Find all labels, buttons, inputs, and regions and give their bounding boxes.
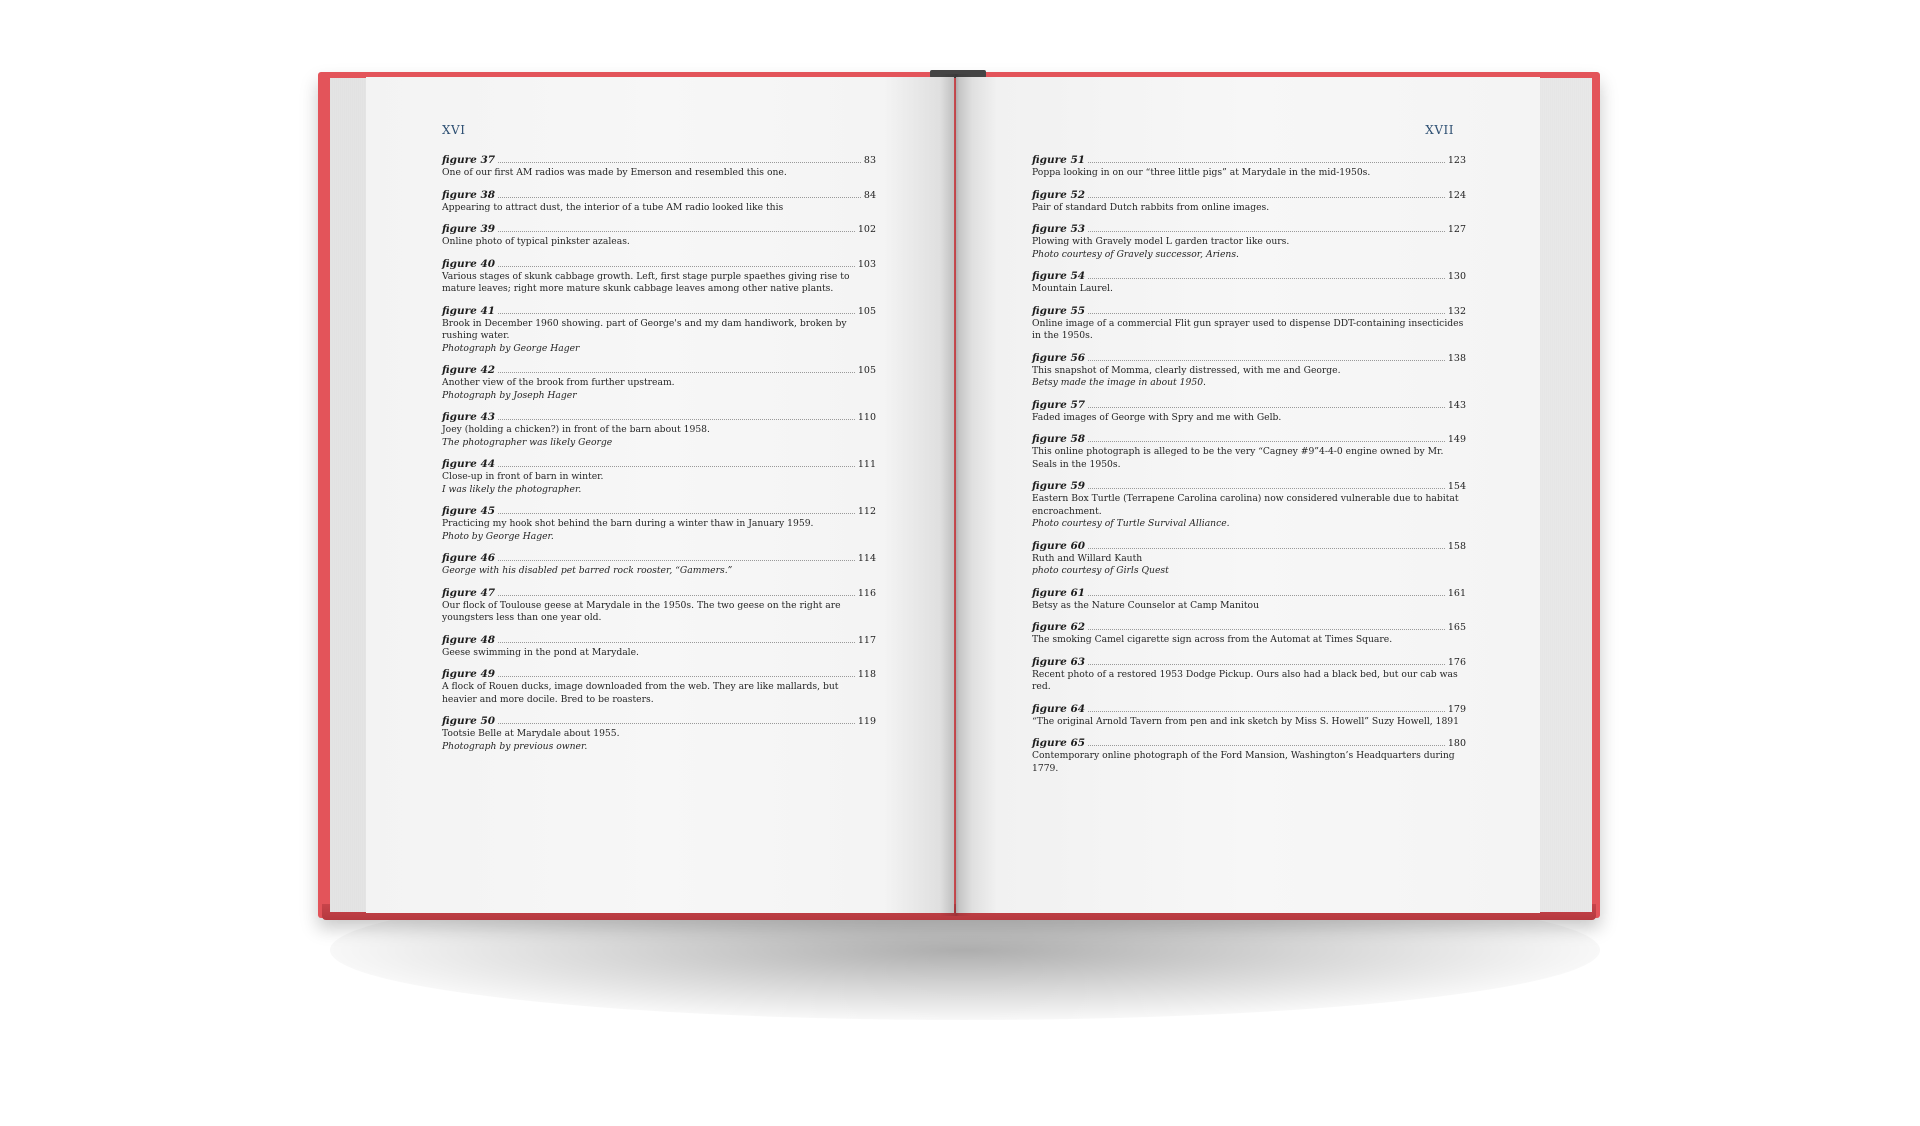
figure-entry-head	[1032, 352, 1466, 365]
figure-page-number: 114	[857, 553, 876, 564]
dot-leader	[1088, 161, 1445, 163]
right-page-edges	[1536, 78, 1592, 912]
figure-label: figure 59	[1032, 480, 1086, 492]
figure-caption: Tootsie Belle at Marydale about 1955.	[442, 728, 620, 739]
figure-label: figure 52	[1032, 188, 1086, 201]
figure-entry	[1032, 154, 1466, 180]
figure-caption: Eastern Box Turtle (Terrapene Carolina carolina) now considered vulnerable due to habitat encroachment.	[1032, 493, 1459, 517]
figure-label: figure 43	[442, 411, 496, 423]
figure-page-number: 127	[1447, 224, 1466, 235]
dot-leader	[498, 312, 855, 314]
figure-caption: Appearing to attract dust, the interior of a tube AM radio looked like this	[442, 201, 784, 213]
figure-entry-head	[1032, 399, 1466, 412]
figure-entry	[442, 587, 876, 625]
dot-leader	[1088, 628, 1445, 630]
left-page-number: XVI	[442, 123, 466, 137]
figure-caption: Online image of a commercial Flit gun sprayer used to dispense DDT-containing insecticides in the 1950s.	[1032, 317, 1464, 341]
figure-entry	[1032, 189, 1466, 215]
figure-entry-head	[1032, 480, 1466, 493]
figure-entry-head	[1032, 540, 1466, 553]
figure-label: figure 64	[1032, 702, 1086, 715]
figure-entry	[1032, 540, 1466, 578]
dot-leader	[1088, 312, 1445, 314]
figure-page-number: 180	[1447, 738, 1466, 749]
figure-caption: Recent photo of a restored 1953 Dodge Pickup. Ours also had a black bed, but our cab was red.	[1032, 668, 1458, 692]
figure-caption: This online photograph is alleged to be the very “Cagney #9”4-4-0 engine owned by Mr. Seals in the 1950s.	[1032, 446, 1444, 470]
right-figure-list	[1032, 154, 1466, 784]
figure-label: figure 45	[442, 505, 496, 517]
figure-page-number: 116	[857, 587, 876, 599]
figure-page-number: 110	[857, 412, 876, 423]
figure-entry-head	[442, 668, 876, 681]
figure-page-number: 83	[863, 155, 876, 166]
figure-label: figure 42	[442, 364, 496, 376]
figure-page-number: 119	[857, 716, 876, 727]
figure-entry-head	[1032, 154, 1466, 167]
figure-label: figure 50	[442, 715, 496, 727]
figure-entry-head	[442, 587, 876, 600]
dot-leader	[498, 230, 855, 232]
figure-credit: Photo courtesy of Gravely successor, Ariens.	[1032, 248, 1239, 260]
figure-entry-head	[442, 634, 876, 647]
left-page-edges	[330, 78, 370, 912]
dot-leader	[498, 161, 861, 163]
left-page	[366, 77, 954, 913]
figure-entry	[442, 189, 876, 215]
figure-credit: photo courtesy of Girls Quest	[1032, 565, 1169, 576]
figure-caption: Our flock of Toulouse geese at Marydale in the 1950s. The two geese on the right are youngsters less than one year old.	[442, 599, 841, 623]
figure-entry	[1032, 656, 1466, 694]
figure-credit: I was likely the photographer.	[442, 483, 582, 495]
dot-leader	[1088, 710, 1445, 712]
right-page-number: XVII	[1425, 123, 1454, 137]
figure-page-number: 111	[857, 459, 876, 470]
figure-entry-head	[1032, 305, 1466, 318]
figure-label: figure 62	[1032, 621, 1086, 633]
dot-leader	[498, 418, 855, 420]
figure-entry-head	[442, 364, 876, 377]
figure-entry-head	[1032, 223, 1466, 236]
figure-entry-head	[1032, 703, 1466, 716]
left-figure-list	[442, 154, 876, 762]
figure-entry	[1032, 737, 1466, 775]
figure-entry	[442, 154, 876, 180]
figure-entry-head	[1032, 189, 1466, 202]
figure-page-number: 179	[1447, 703, 1466, 715]
figure-caption: Joey (holding a chicken?) in front of the barn about 1958.	[442, 424, 710, 435]
figure-label: figure 39	[442, 223, 496, 235]
figure-caption: Pair of standard Dutch rabbits from online images.	[1032, 201, 1270, 213]
figure-caption: Brook in December 1960 showing. part of George's and my dam handiwork, broken by rushing water.	[442, 317, 847, 341]
figure-credit: Photograph by Joseph Hager	[442, 389, 577, 401]
dot-leader	[498, 265, 855, 267]
figure-entry-head	[442, 715, 876, 728]
dot-leader	[498, 512, 855, 514]
figure-caption: A flock of Rouen ducks, image downloaded from the web. They are like mallards, but heavier and more docile. Bred to be roasters.	[442, 681, 839, 705]
figure-page-number: 154	[1447, 481, 1466, 492]
figure-caption: Ruth and Willard Kauth	[1032, 552, 1143, 564]
figure-caption: Betsy as the Nature Counselor at Camp Manitou	[1032, 599, 1259, 611]
figure-entry-head	[1032, 433, 1466, 446]
figure-entry	[1032, 587, 1466, 613]
figure-entry	[442, 223, 876, 249]
figure-entry-head	[1032, 270, 1466, 283]
figure-credit: Betsy made the image in about 1950.	[1032, 377, 1206, 388]
figure-entry	[1032, 305, 1466, 343]
figure-page-number: 149	[1447, 434, 1466, 445]
figure-label: figure 49	[442, 668, 496, 680]
figure-credit: Photograph by previous owner.	[442, 740, 588, 752]
dot-leader	[498, 196, 861, 198]
figure-caption: Mountain Laurel.	[1032, 283, 1113, 294]
figure-caption: Faded images of George with Spry and me with Gelb.	[1032, 411, 1282, 423]
figure-label: figure 60	[1032, 539, 1086, 552]
figure-page-number: 123	[1447, 155, 1466, 166]
figure-label: figure 41	[442, 304, 496, 317]
figure-entry-head	[1032, 656, 1466, 669]
figure-entry-head	[1032, 621, 1466, 634]
figure-label: figure 58	[1032, 433, 1086, 445]
figure-entry	[442, 505, 876, 543]
figure-entry-head	[1032, 737, 1466, 750]
figure-page-number: 105	[857, 305, 876, 317]
figure-entry-head	[442, 258, 876, 271]
figure-entry	[442, 305, 876, 356]
figure-caption: Poppa looking in on our “three little pigs” at Marydale in the mid-1950s.	[1032, 167, 1371, 178]
figure-entry-head	[442, 552, 876, 565]
figure-caption: Online photo of typical pinkster azaleas.	[442, 236, 630, 247]
figure-caption: This snapshot of Momma, clearly distressed, with me and George.	[1032, 364, 1341, 376]
figure-page-number: 118	[857, 669, 876, 680]
figure-page-number: 138	[1447, 352, 1466, 364]
book-gutter	[940, 74, 972, 916]
figure-caption: “The original Arnold Tavern from pen and ink sketch by Miss S. Howell” Suzy Howell, 1891	[1032, 715, 1459, 727]
figure-page-number: 143	[1447, 399, 1466, 411]
dot-leader	[1088, 277, 1445, 279]
figure-page-number: 130	[1447, 271, 1466, 282]
dot-leader	[1088, 196, 1445, 198]
dot-leader	[498, 371, 855, 373]
figure-caption: Plowing with Gravely model L garden tractor like ours.	[1032, 236, 1290, 247]
figure-label: figure 40	[442, 257, 496, 270]
figure-page-number: 103	[857, 258, 876, 270]
figure-entry-head	[442, 411, 876, 424]
dot-leader	[498, 675, 855, 677]
figure-page-number: 132	[1447, 305, 1466, 317]
dot-leader	[498, 722, 855, 724]
figure-credit: George with his disabled pet barred rock rooster, “Gammers.”	[442, 565, 733, 576]
dot-leader	[1088, 359, 1445, 361]
figure-label: figure 63	[1032, 655, 1086, 668]
figure-entry	[442, 364, 876, 402]
figure-caption: The smoking Camel cigarette sign across from the Automat at Times Square.	[1032, 634, 1393, 645]
figure-entry-head	[442, 189, 876, 202]
figure-label: figure 57	[1032, 398, 1086, 411]
figure-label: figure 54	[1032, 270, 1086, 282]
figure-entry	[1032, 703, 1466, 729]
figure-entry	[442, 458, 876, 496]
figure-entry	[442, 552, 876, 578]
figure-page-number: 105	[857, 365, 876, 376]
dot-leader	[498, 641, 855, 643]
figure-label: figure 48	[442, 633, 496, 646]
figure-page-number: 165	[1447, 622, 1466, 633]
figure-entry	[1032, 480, 1466, 531]
figure-caption: Various stages of skunk cabbage growth. Left, first stage purple spaethes giving rise to mature leaves; right more mature skunk cabbage leaves among other native plants.	[442, 270, 850, 294]
figure-label: figure 37	[442, 154, 496, 166]
dot-leader	[1088, 744, 1445, 746]
dot-leader	[1088, 440, 1445, 442]
figure-page-number: 84	[863, 189, 876, 201]
figure-label: figure 51	[1032, 154, 1086, 166]
figure-credit: The photographer was likely George	[442, 436, 613, 448]
dot-leader	[1088, 230, 1445, 232]
figure-page-number: 161	[1447, 587, 1466, 599]
figure-entry	[442, 715, 876, 753]
figure-entry	[442, 411, 876, 449]
figure-page-number: 117	[857, 634, 876, 646]
figure-entry	[442, 634, 876, 660]
figure-caption: One of our first AM radios was made by Emerson and resembled this one.	[442, 167, 787, 178]
figure-entry	[1032, 433, 1466, 471]
figure-page-number: 112	[857, 506, 876, 517]
figure-caption: Close-up in front of barn in winter.	[442, 471, 604, 482]
figure-page-number: 124	[1447, 189, 1466, 201]
dot-leader	[1088, 594, 1445, 596]
figure-label: figure 61	[1032, 586, 1086, 599]
figure-entry-head	[442, 458, 876, 471]
figure-caption: Geese swimming in the pond at Marydale.	[442, 646, 639, 658]
dot-leader	[1088, 487, 1445, 489]
dot-leader	[498, 559, 855, 561]
figure-label: figure 53	[1032, 223, 1086, 235]
figure-credit: Photograph by George Hager	[442, 342, 580, 354]
figure-entry	[1032, 223, 1466, 261]
figure-label: figure 38	[442, 188, 496, 201]
figure-page-number: 176	[1447, 656, 1466, 668]
figure-entry-head	[1032, 587, 1466, 600]
figure-credit: Photo courtesy of Turtle Survival Alliance.	[1032, 518, 1230, 529]
figure-page-number: 158	[1447, 540, 1466, 552]
figure-label: figure 44	[442, 458, 496, 470]
dot-leader	[1088, 663, 1445, 665]
right-page	[956, 77, 1540, 913]
figure-entry-head	[442, 154, 876, 167]
dot-leader	[498, 594, 855, 596]
figure-caption: Another view of the brook from further upstream.	[442, 377, 675, 388]
figure-page-number: 102	[857, 224, 876, 235]
figure-caption: Contemporary online photograph of the Ford Mansion, Washington’s Headquarters during 1779.	[1032, 750, 1455, 774]
dot-leader	[1088, 406, 1445, 408]
figure-entry	[442, 668, 876, 706]
figure-entry	[1032, 621, 1466, 647]
figure-label: figure 47	[442, 586, 496, 599]
figure-entry-head	[442, 505, 876, 518]
figure-caption: Practicing my hook shot behind the barn during a winter thaw in January 1959.	[442, 518, 814, 529]
figure-label: figure 56	[1032, 351, 1086, 364]
figure-label: figure 46	[442, 552, 496, 564]
figure-entry-head	[442, 223, 876, 236]
figure-entry	[442, 258, 876, 296]
dot-leader	[498, 465, 855, 467]
figure-entry	[1032, 352, 1466, 390]
figure-entry	[1032, 399, 1466, 425]
figure-credit: Photo by George Hager.	[442, 530, 554, 542]
figure-label: figure 65	[1032, 737, 1086, 749]
dot-leader	[1088, 547, 1445, 549]
figure-label: figure 55	[1032, 304, 1086, 317]
figure-entry	[1032, 270, 1466, 296]
figure-entry-head	[442, 305, 876, 318]
